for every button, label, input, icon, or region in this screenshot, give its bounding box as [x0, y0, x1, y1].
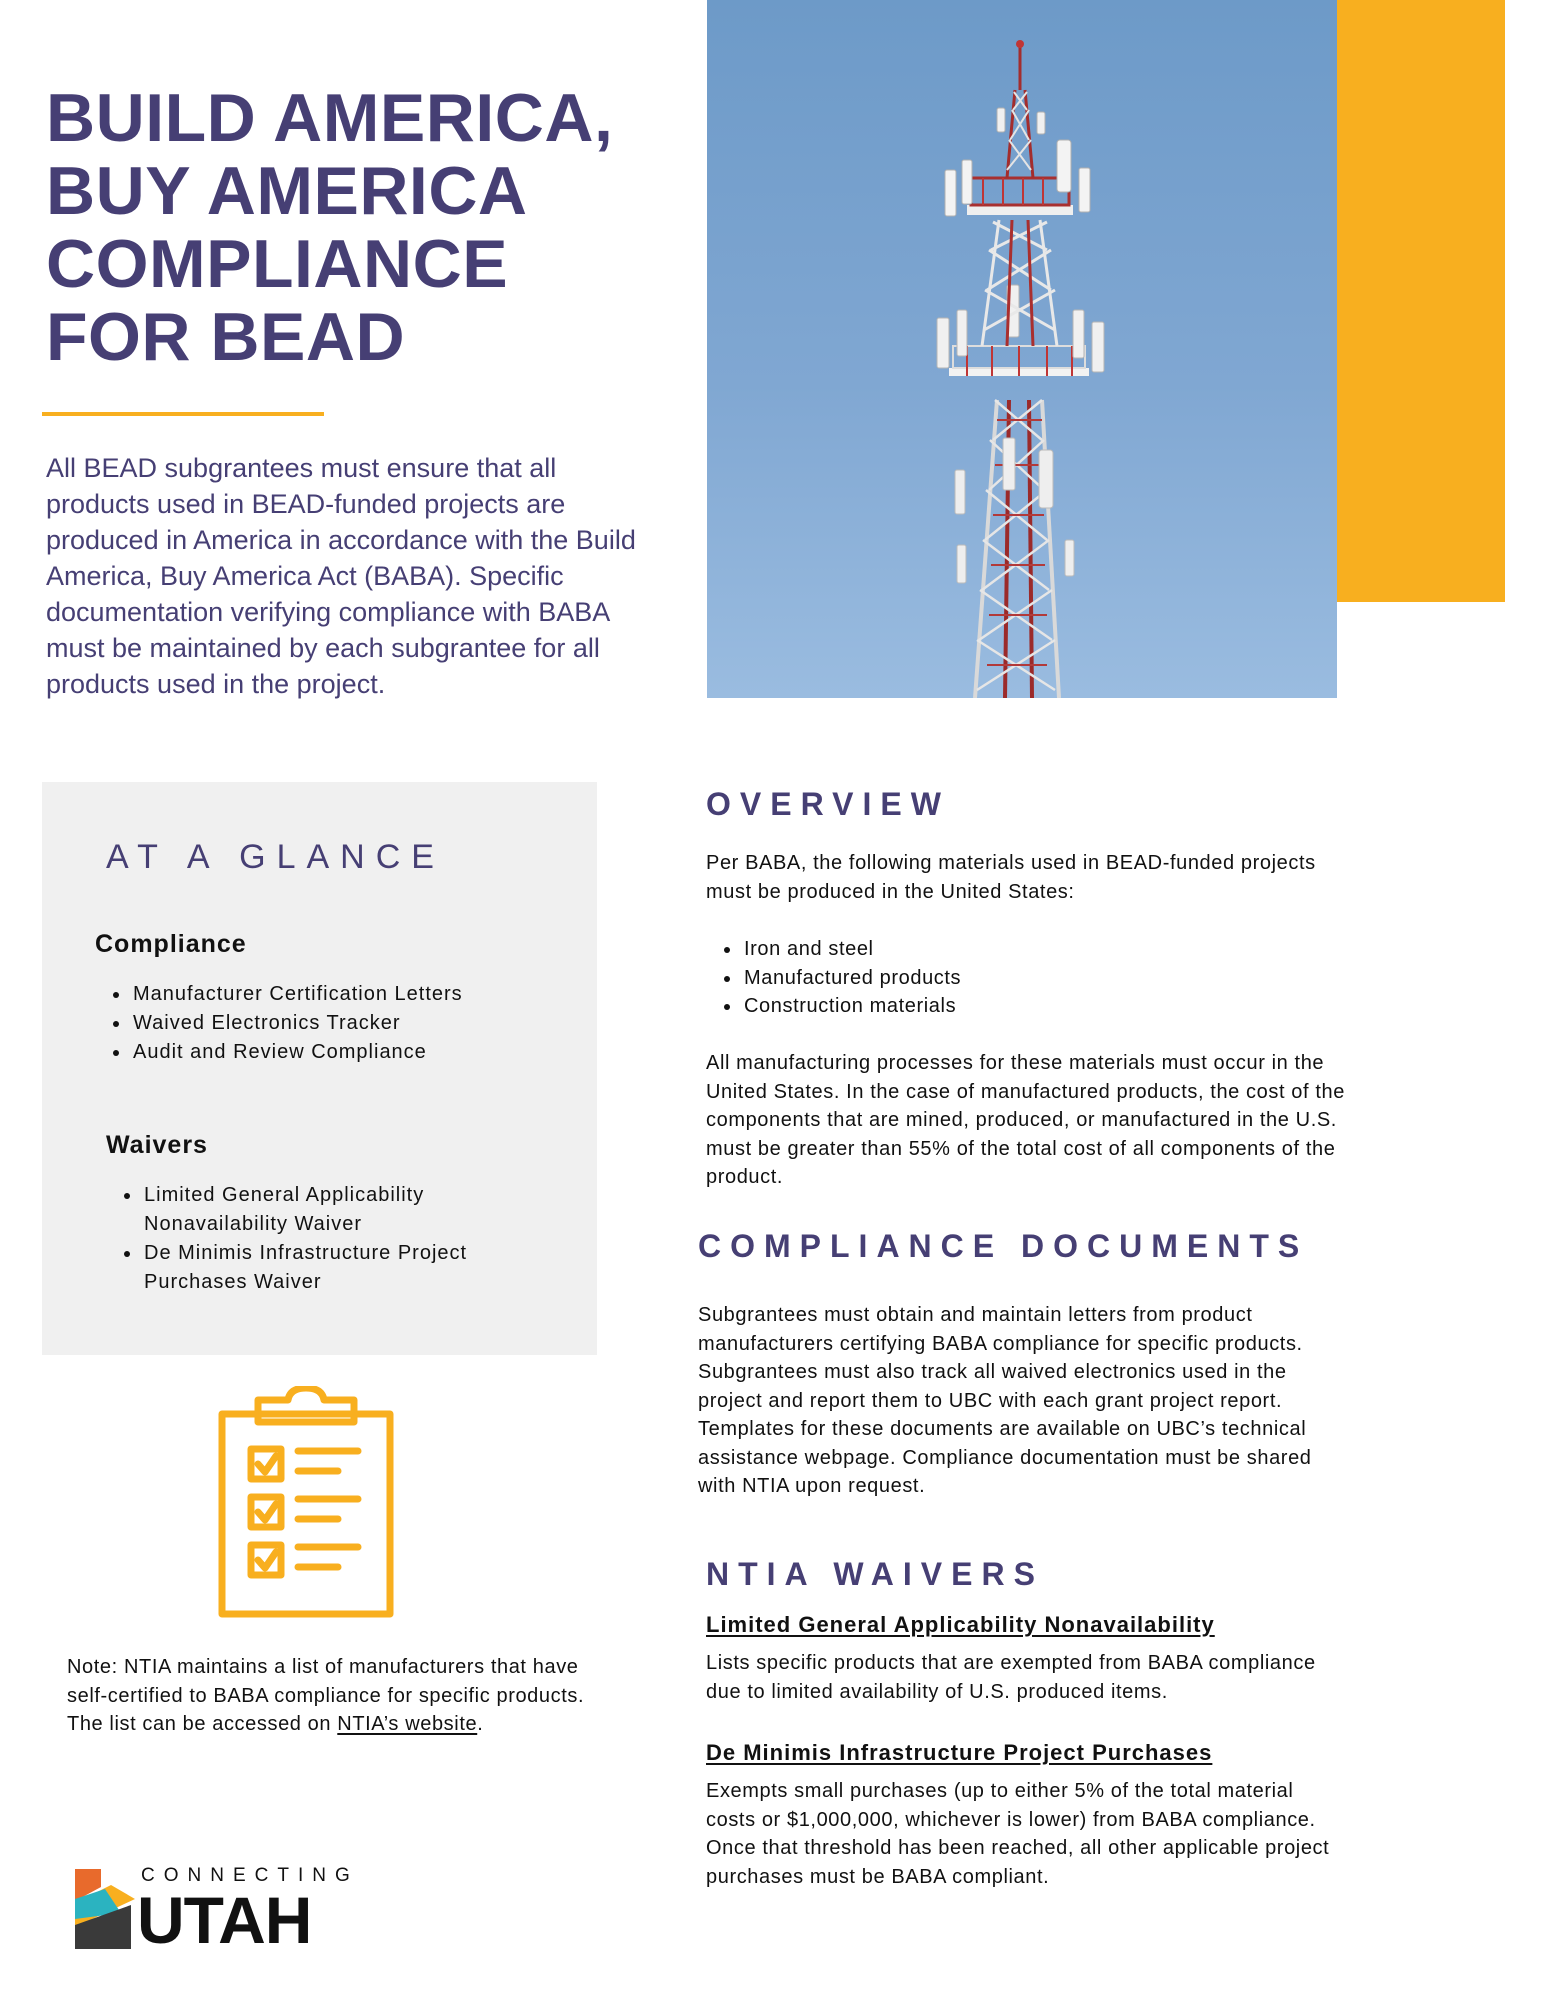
- waiver1-body: Lists specific products that are exempted from BABA compliance due to limited availability of U.S. produced items.: [706, 1652, 1316, 1703]
- compliance-documents-body: Subgrantees must obtain and maintain letters from product manufacturers certifying BABA compliance for specific products. Subgrantees must also track all waived electronics used in the project and report them to UBC with each grant project report. Templates for these documents are available on UBC’s technical assistance webpage. Compliance documentation must be shared with NTIA upon request.: [698, 1304, 1312, 1497]
- compliance-list: [95, 980, 611, 1067]
- list-item: • Construction materials: [742, 992, 1342, 1021]
- ntia-note: [67, 1653, 607, 1739]
- waivers-heading: Waivers: [106, 1131, 208, 1159]
- compliance-heading: Compliance: [95, 930, 247, 958]
- title-line: FOR BEAD: [46, 299, 406, 375]
- page-title: [46, 82, 666, 374]
- list-item: • Manufacturer Certification Letters: [131, 980, 611, 1009]
- waivers-list: [106, 1181, 572, 1297]
- logo-connecting: CONNECTING: [141, 1865, 359, 1886]
- title-line: BUILD AMERICA,: [46, 80, 614, 156]
- hero-image: [707, 0, 1337, 698]
- materials-list: [706, 935, 1342, 1021]
- list-item: • De Minimis Infrastructure Project Purchases Waiver: [142, 1239, 572, 1297]
- title-line: BUY AMERICA: [46, 153, 528, 229]
- note-text: Note: NTIA maintains a list of manufacturers that have self-certified to BABA compliance for specific products. The list can be accessed on: [67, 1656, 585, 1735]
- accent-bar: [1337, 0, 1505, 602]
- logo-utah: UTAH: [137, 1883, 312, 1957]
- ntia-waivers-title: NTIA WAIVERS: [706, 1556, 1044, 1592]
- utah-logo-mark: [75, 1869, 137, 1949]
- list-item: • Waived Electronics Tracker: [131, 1009, 611, 1038]
- clipboard-checklist-icon: [218, 1386, 394, 1618]
- ntia-website-link[interactable]: NTIA’s website: [337, 1713, 478, 1735]
- intro-paragraph: All BEAD subgrantees must ensure that all products used in BEAD-funded projects are produced in America in accordance with the Build America, Buy America Act (BABA). Specific documentation verifying compliance with BABA must be maintained by each subgrantee for all products used in the project.: [46, 453, 636, 699]
- title-divider: [42, 412, 324, 416]
- list-item: • Audit and Review Compliance: [131, 1038, 611, 1067]
- overview-intro: Per BABA, the following materials used in BEAD-funded projects must be produced in the United States:: [706, 852, 1316, 903]
- list-item: • Limited General Applicability Nonavailability Waiver: [142, 1181, 572, 1239]
- waiver1-heading: Limited General Applicability Nonavailability: [706, 1612, 1215, 1637]
- list-item: • Manufactured products: [742, 964, 1342, 993]
- glance-title: AT A GLANCE: [106, 838, 445, 876]
- title-line: COMPLIANCE: [46, 226, 509, 302]
- list-item: • Iron and steel: [742, 935, 1342, 964]
- overview-body: All manufacturing processes for these materials must occur in the United States. In the case of manufactured products, the cost of the components that are mined, produced, or manufactured in the U.S. must be greater than 55% of the total cost of all components of the product.: [706, 1052, 1345, 1188]
- cell-tower-photo: [707, 0, 1337, 698]
- compliance-documents-title: COMPLIANCE DOCUMENTS: [698, 1228, 1309, 1264]
- waiver2-body: Exempts small purchases (up to either 5% of the total material costs or $1,000,000, whichever is lower) from BABA compliance. Once that threshold has been reached, all other applicable project purchases must be BABA compliant.: [706, 1780, 1330, 1888]
- connecting-utah-logo: [75, 1865, 375, 1955]
- waiver2-heading: De Minimis Infrastructure Project Purchases: [706, 1740, 1213, 1765]
- overview-title: OVERVIEW: [706, 786, 950, 822]
- note-end: .: [477, 1713, 484, 1735]
